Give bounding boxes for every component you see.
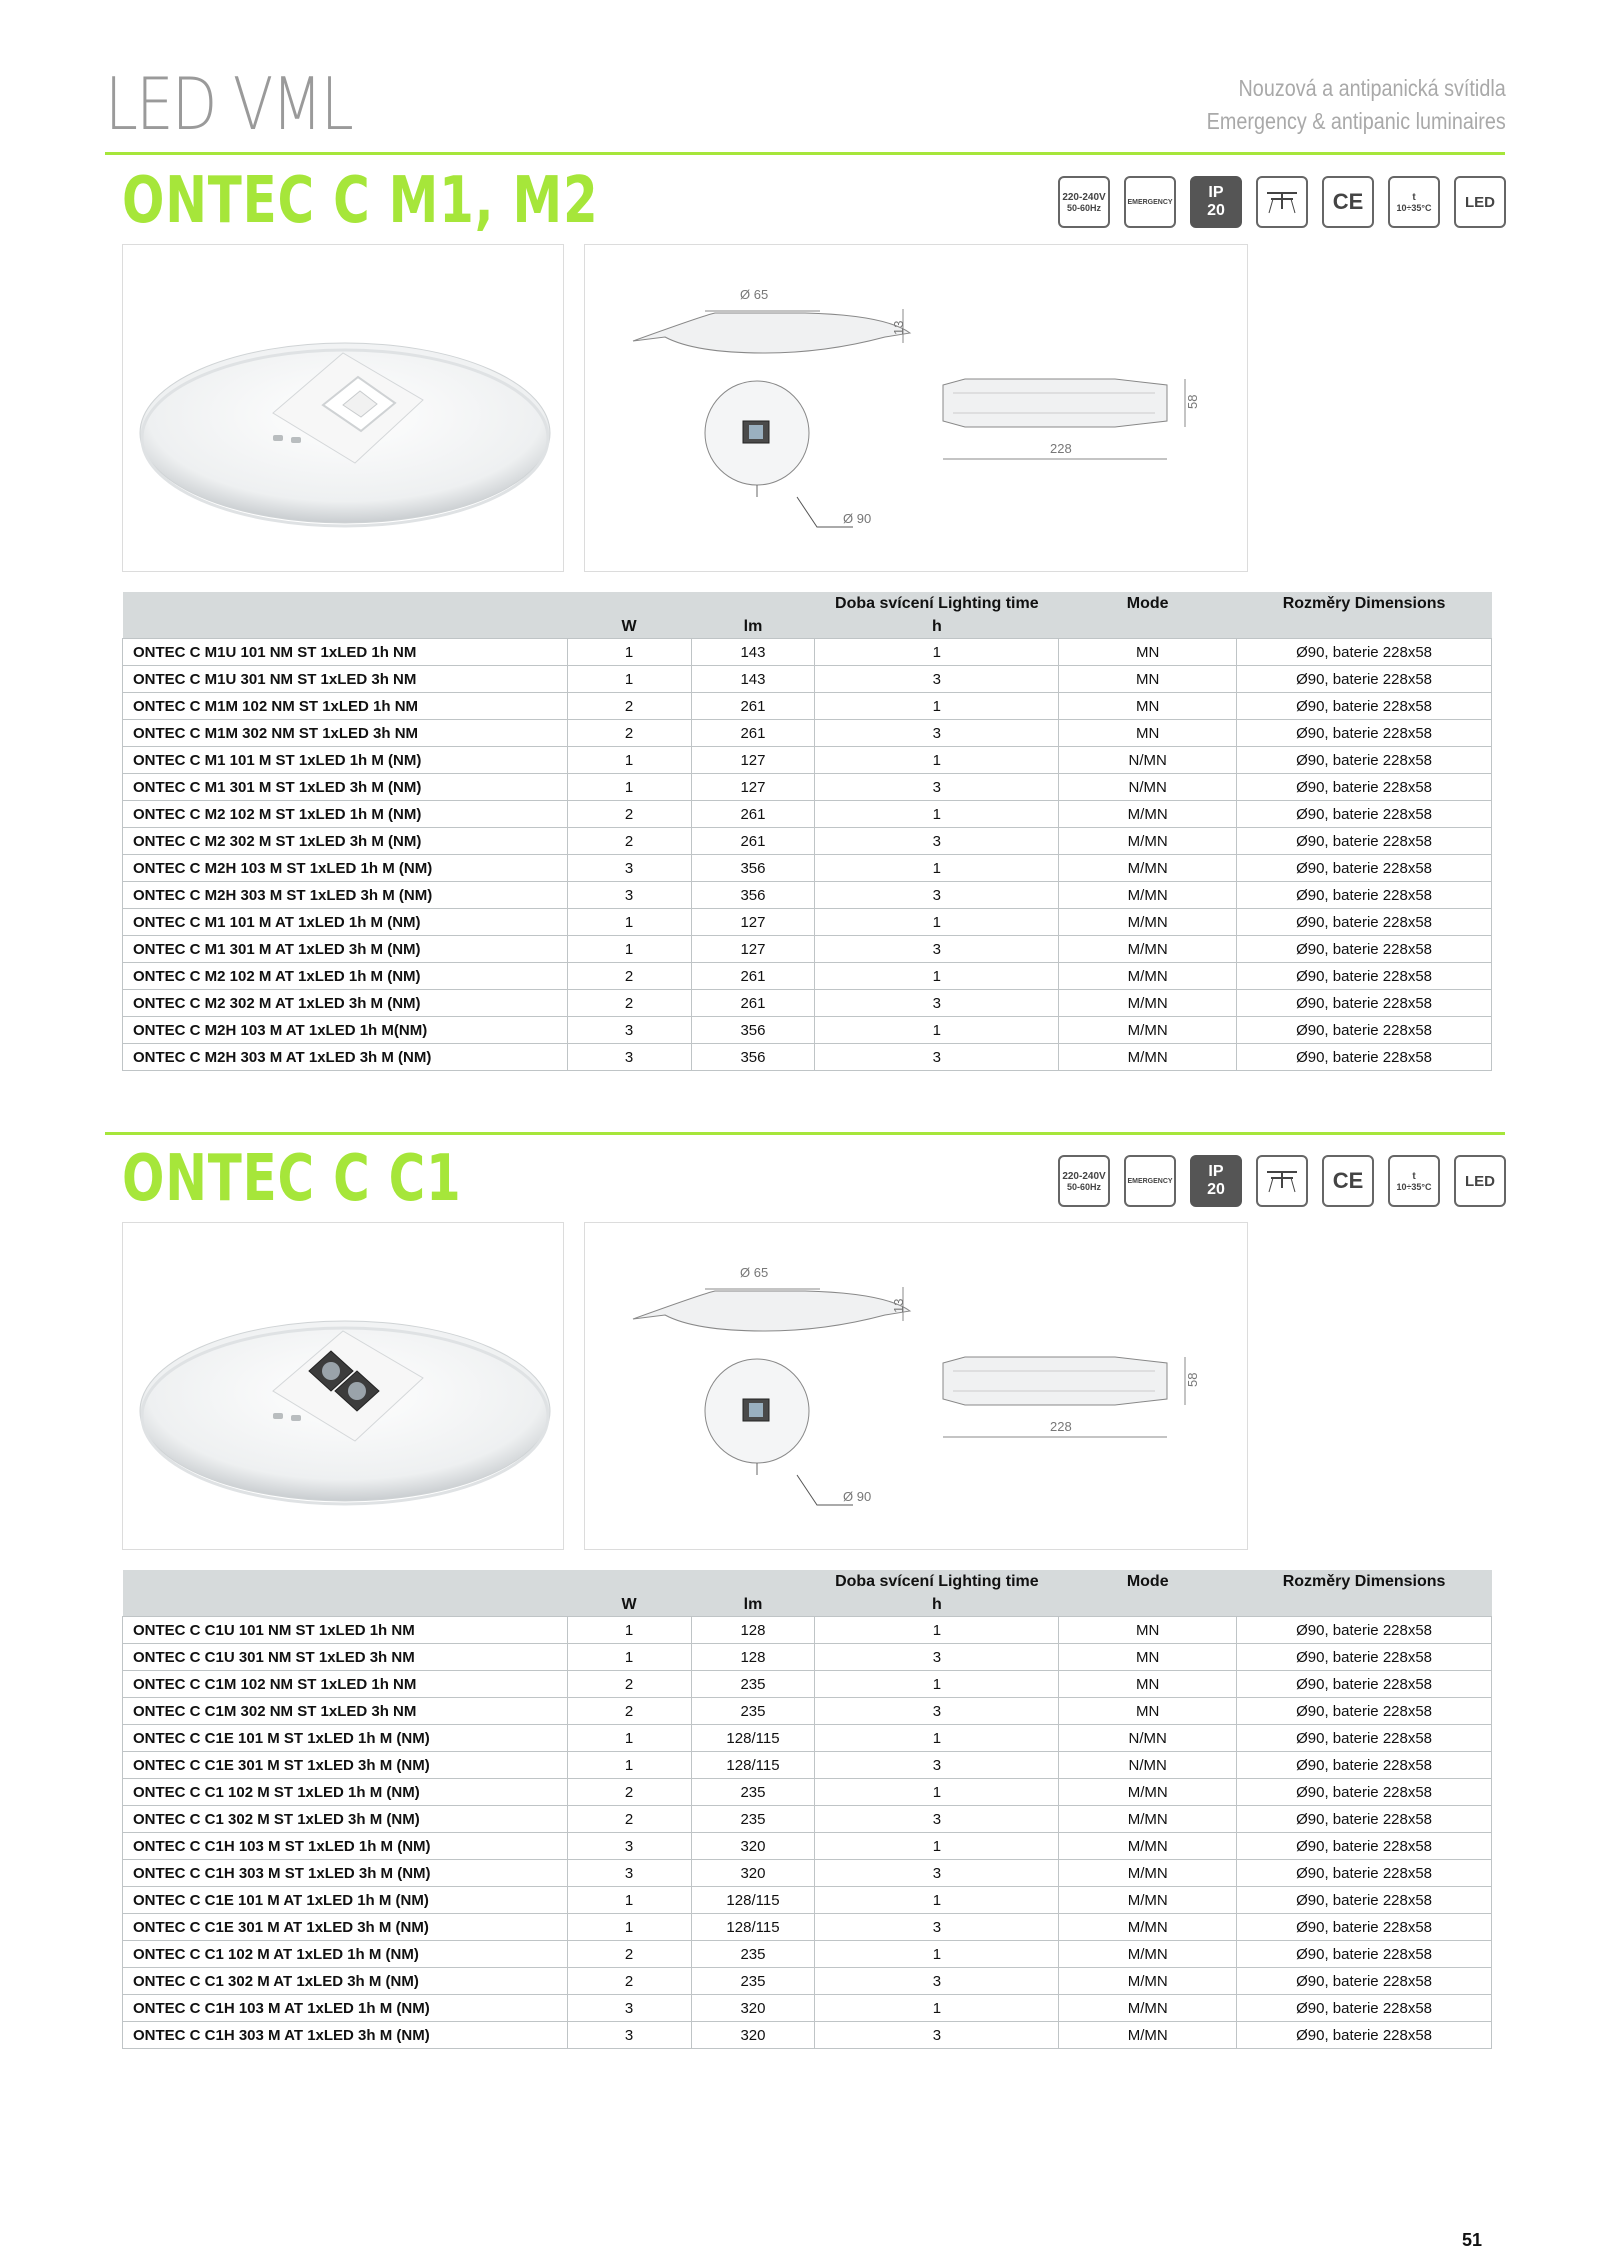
cell-lumens: 235: [691, 1806, 815, 1833]
cell-lumens: 261: [691, 693, 815, 720]
cell-mode: M/MN: [1059, 909, 1237, 936]
cell-product-name: ONTEC C C1H 303 M ST 1xLED 3h M (NM): [123, 1860, 568, 1887]
label-height13: 13: [891, 1298, 906, 1313]
cell-lighting-time: 3: [815, 1752, 1059, 1779]
table-row: [123, 828, 1492, 855]
label-length228: 228: [1050, 1419, 1072, 1434]
cell-mode: MN: [1059, 666, 1237, 693]
cell-lumens: 143: [691, 639, 815, 666]
cell-product-name: ONTEC C M1 301 M ST 1xLED 3h M (NM): [123, 774, 568, 801]
cell-watts: 1: [567, 936, 691, 963]
cell-dimensions: Ø90, baterie 228x58: [1237, 666, 1492, 693]
cell-product-name: ONTEC C M2 102 M ST 1xLED 1h M (NM): [123, 801, 568, 828]
cell-mode: M/MN: [1059, 882, 1237, 909]
cell-product-name: ONTEC C M1M 302 NM ST 1xLED 3h NM: [123, 720, 568, 747]
cell-product-name: ONTEC C M2 302 M AT 1xLED 3h M (NM): [123, 990, 568, 1017]
cell-mode: M/MN: [1059, 801, 1237, 828]
cell-mode: M/MN: [1059, 1860, 1237, 1887]
cell-mode: MN: [1059, 693, 1237, 720]
cell-dimensions: Ø90, baterie 228x58: [1237, 1914, 1492, 1941]
cell-watts: 3: [567, 1833, 691, 1860]
cell-lumens: 235: [691, 1968, 815, 1995]
col-header-time-unit: h: [815, 615, 1059, 639]
table-row: [123, 639, 1492, 666]
cell-lighting-time: 1: [815, 747, 1059, 774]
cell-mode: M/MN: [1059, 1806, 1237, 1833]
cell-lumens: 127: [691, 747, 815, 774]
cell-watts: 2: [567, 1671, 691, 1698]
table-header-row: [123, 592, 1492, 615]
cell-lighting-time: 3: [815, 666, 1059, 693]
table-row: [123, 882, 1492, 909]
cell-dimensions: Ø90, baterie 228x58: [1237, 774, 1492, 801]
cell-lumens: 128/115: [691, 1752, 815, 1779]
table-row: [123, 1725, 1492, 1752]
cell-mode: M/MN: [1059, 1017, 1237, 1044]
cell-dimensions: Ø90, baterie 228x58: [1237, 1044, 1492, 1071]
cell-lumens: 320: [691, 2022, 815, 2049]
cell-lighting-time: 3: [815, 774, 1059, 801]
cell-lighting-time: 1: [815, 855, 1059, 882]
cell-mode: N/MN: [1059, 774, 1237, 801]
ce-mark-icon: CE: [1322, 1155, 1374, 1207]
cell-mode: M/MN: [1059, 1779, 1237, 1806]
col-header-mode: Mode: [1126, 1573, 1169, 1590]
technical-drawing-c: [585, 1223, 1248, 1550]
table-row: [123, 1833, 1492, 1860]
label-diam65: Ø 65: [740, 287, 769, 302]
cell-watts: 2: [567, 1806, 691, 1833]
cell-mode: M/MN: [1059, 1941, 1237, 1968]
cell-product-name: ONTEC C C1H 103 M AT 1xLED 1h M (NM): [123, 1995, 568, 2022]
cell-dimensions: Ø90, baterie 228x58: [1237, 1698, 1492, 1725]
cell-lumens: 261: [691, 963, 815, 990]
cell-lumens: 356: [691, 855, 815, 882]
table-row: [123, 1806, 1492, 1833]
table-row: [123, 1995, 1492, 2022]
cell-lighting-time: 3: [815, 936, 1059, 963]
cell-lumens: 356: [691, 882, 815, 909]
table-row: [123, 1887, 1492, 1914]
cell-lumens: 261: [691, 828, 815, 855]
cell-product-name: ONTEC C C1E 301 M ST 1xLED 3h M (NM): [123, 1752, 568, 1779]
ceiling-mount-icon: [1256, 176, 1308, 228]
led-icon: LED: [1454, 176, 1506, 228]
cell-lumens: 128: [691, 1644, 815, 1671]
table-header-row: [123, 1570, 1492, 1593]
cell-dimensions: Ø90, baterie 228x58: [1237, 1968, 1492, 1995]
col-header-dimensions: Rozměry Dimensions: [1282, 595, 1446, 612]
cell-mode: M/MN: [1059, 855, 1237, 882]
cell-lighting-time: 3: [815, 1860, 1059, 1887]
cell-product-name: ONTEC C M1U 301 NM ST 1xLED 3h NM: [123, 666, 568, 693]
cell-mode: M/MN: [1059, 990, 1237, 1017]
cell-watts: 1: [567, 1887, 691, 1914]
cell-dimensions: Ø90, baterie 228x58: [1237, 828, 1492, 855]
section-divider: [105, 1132, 1505, 1135]
table-row: [123, 963, 1492, 990]
product-photo: [122, 244, 564, 572]
cell-lumens: 128/115: [691, 1887, 815, 1914]
col-header-mode: Mode: [1126, 595, 1169, 612]
cell-lumens: 320: [691, 1995, 815, 2022]
cell-dimensions: Ø90, baterie 228x58: [1237, 639, 1492, 666]
cell-lighting-time: 1: [815, 1017, 1059, 1044]
feature-icons: [1058, 176, 1506, 228]
label-diam65: Ø 65: [740, 1265, 769, 1280]
emergency-exit-icon: EMERGENCY: [1124, 1155, 1176, 1207]
cell-watts: 1: [567, 1752, 691, 1779]
spec-table: [122, 592, 1492, 1071]
cell-mode: M/MN: [1059, 1044, 1237, 1071]
ip20-icon: IP 20: [1190, 1155, 1242, 1207]
cell-dimensions: Ø90, baterie 228x58: [1237, 936, 1492, 963]
cell-dimensions: Ø90, baterie 228x58: [1237, 747, 1492, 774]
cell-watts: 1: [567, 909, 691, 936]
page-subtitle: [1207, 72, 1506, 138]
cell-watts: 2: [567, 1779, 691, 1806]
cell-lumens: 127: [691, 774, 815, 801]
spec-table: [122, 1570, 1492, 2049]
cell-product-name: ONTEC C C1H 303 M AT 1xLED 3h M (NM): [123, 2022, 568, 2049]
cell-dimensions: Ø90, baterie 228x58: [1237, 801, 1492, 828]
cell-dimensions: Ø90, baterie 228x58: [1237, 1725, 1492, 1752]
col-header-time: Doba svícení Lighting time: [835, 1573, 1039, 1590]
cell-product-name: ONTEC C C1 302 M ST 1xLED 3h M (NM): [123, 1806, 568, 1833]
col-header-time-unit: h: [815, 1593, 1059, 1617]
cell-dimensions: Ø90, baterie 228x58: [1237, 1860, 1492, 1887]
cell-watts: 2: [567, 990, 691, 1017]
cell-dimensions: Ø90, baterie 228x58: [1237, 1017, 1492, 1044]
cell-watts: 2: [567, 828, 691, 855]
cell-product-name: ONTEC C C1 302 M AT 1xLED 3h M (NM): [123, 1968, 568, 1995]
cell-watts: 3: [567, 1860, 691, 1887]
cell-watts: 3: [567, 2022, 691, 2049]
cell-mode: M/MN: [1059, 1914, 1237, 1941]
cell-mode: MN: [1059, 1617, 1237, 1644]
cell-lighting-time: 1: [815, 1671, 1059, 1698]
dimension-drawing: [584, 244, 1248, 572]
cell-lighting-time: 3: [815, 1044, 1059, 1071]
cell-mode: M/MN: [1059, 1833, 1237, 1860]
cell-lumens: 356: [691, 1044, 815, 1071]
table-row: [123, 936, 1492, 963]
cell-lumens: 320: [691, 1833, 815, 1860]
cell-product-name: ONTEC C M1 101 M ST 1xLED 1h M (NM): [123, 747, 568, 774]
cell-lighting-time: 3: [815, 2022, 1059, 2049]
cell-product-name: ONTEC C C1E 101 M AT 1xLED 1h M (NM): [123, 1887, 568, 1914]
cell-mode: N/MN: [1059, 1752, 1237, 1779]
cell-lighting-time: 3: [815, 828, 1059, 855]
cell-lighting-time: 1: [815, 1779, 1059, 1806]
section-title: ONTEC C M1, M2: [122, 164, 599, 238]
table-row: [123, 1752, 1492, 1779]
cell-dimensions: Ø90, baterie 228x58: [1237, 1887, 1492, 1914]
table-row: [123, 1017, 1492, 1044]
cell-mode: MN: [1059, 720, 1237, 747]
cell-lighting-time: 1: [815, 639, 1059, 666]
cell-watts: 2: [567, 963, 691, 990]
technical-drawing-m: [585, 245, 1248, 572]
ip20-icon: IP 20: [1190, 176, 1242, 228]
luminaire-photo-m: [123, 245, 564, 572]
cell-watts: 3: [567, 855, 691, 882]
cell-mode: MN: [1059, 1671, 1237, 1698]
cell-lighting-time: 1: [815, 1941, 1059, 1968]
cell-dimensions: Ø90, baterie 228x58: [1237, 882, 1492, 909]
label-diam90: Ø 90: [843, 1489, 872, 1504]
cell-lumens: 261: [691, 720, 815, 747]
cell-dimensions: Ø90, baterie 228x58: [1237, 693, 1492, 720]
cell-dimensions: Ø90, baterie 228x58: [1237, 1833, 1492, 1860]
cell-lighting-time: 1: [815, 963, 1059, 990]
cell-product-name: ONTEC C C1M 102 NM ST 1xLED 1h NM: [123, 1671, 568, 1698]
table-row: [123, 693, 1492, 720]
cell-watts: 3: [567, 1995, 691, 2022]
temperature-icon: t 10÷35°C: [1388, 1155, 1440, 1207]
cell-lumens: 128/115: [691, 1914, 815, 1941]
cell-watts: 2: [567, 801, 691, 828]
table-row: [123, 666, 1492, 693]
table-row: [123, 720, 1492, 747]
label-height13: 13: [891, 320, 906, 335]
cell-lumens: 127: [691, 936, 815, 963]
cell-lighting-time: 3: [815, 1698, 1059, 1725]
table-row: [123, 990, 1492, 1017]
cell-mode: M/MN: [1059, 1968, 1237, 1995]
cell-product-name: ONTEC C C1M 302 NM ST 1xLED 3h NM: [123, 1698, 568, 1725]
table-row: [123, 1617, 1492, 1644]
table-body: [123, 1617, 1492, 2049]
cell-product-name: ONTEC C M1M 102 NM ST 1xLED 1h NM: [123, 693, 568, 720]
cell-product-name: ONTEC C M2H 303 M AT 1xLED 3h M (NM): [123, 1044, 568, 1071]
cell-lighting-time: 1: [815, 1887, 1059, 1914]
cell-watts: 3: [567, 1044, 691, 1071]
voltage-icon: 220-240V 50-60Hz: [1058, 176, 1110, 228]
cell-dimensions: Ø90, baterie 228x58: [1237, 963, 1492, 990]
cell-lumens: 261: [691, 801, 815, 828]
cell-watts: 2: [567, 720, 691, 747]
header-divider: [105, 152, 1505, 155]
cell-watts: 1: [567, 666, 691, 693]
table-row: [123, 1860, 1492, 1887]
temperature-icon: t 10÷35°C: [1388, 176, 1440, 228]
cell-lumens: 320: [691, 1860, 815, 1887]
col-header-w: W: [567, 615, 691, 639]
emergency-exit-icon: EMERGENCY: [1124, 176, 1176, 228]
cell-mode: MN: [1059, 1644, 1237, 1671]
brand-title: LED VML: [105, 62, 353, 146]
subtitle-cz: Nouzová a antipanická svítidla: [1238, 75, 1506, 101]
cell-dimensions: Ø90, baterie 228x58: [1237, 720, 1492, 747]
cell-lighting-time: 1: [815, 1833, 1059, 1860]
cell-lighting-time: 1: [815, 1725, 1059, 1752]
cell-product-name: ONTEC C C1E 101 M ST 1xLED 1h M (NM): [123, 1725, 568, 1752]
cell-dimensions: Ø90, baterie 228x58: [1237, 990, 1492, 1017]
cell-watts: 2: [567, 1698, 691, 1725]
cell-watts: 1: [567, 1725, 691, 1752]
cell-watts: 1: [567, 774, 691, 801]
cell-mode: M/MN: [1059, 963, 1237, 990]
label-width58: 58: [1185, 394, 1200, 409]
cell-lumens: 261: [691, 990, 815, 1017]
cell-watts: 3: [567, 882, 691, 909]
cell-watts: 1: [567, 1914, 691, 1941]
cell-product-name: ONTEC C M2 102 M AT 1xLED 1h M (NM): [123, 963, 568, 990]
cell-dimensions: Ø90, baterie 228x58: [1237, 1995, 1492, 2022]
col-header-dimensions: Rozměry Dimensions: [1282, 1573, 1446, 1590]
cell-product-name: ONTEC C M1U 101 NM ST 1xLED 1h NM: [123, 639, 568, 666]
cell-mode: MN: [1059, 1698, 1237, 1725]
cell-lighting-time: 3: [815, 990, 1059, 1017]
table-row: [123, 801, 1492, 828]
cell-dimensions: Ø90, baterie 228x58: [1237, 2022, 1492, 2049]
led-icon: LED: [1454, 1155, 1506, 1207]
cell-dimensions: Ø90, baterie 228x58: [1237, 1779, 1492, 1806]
cell-mode: M/MN: [1059, 2022, 1237, 2049]
table-row: [123, 1671, 1492, 1698]
cell-watts: 2: [567, 1941, 691, 1968]
cell-lumens: 235: [691, 1698, 815, 1725]
table-row: [123, 1698, 1492, 1725]
cell-lumens: 128/115: [691, 1725, 815, 1752]
dimension-drawing: [584, 1222, 1248, 1550]
cell-mode: M/MN: [1059, 1887, 1237, 1914]
cell-product-name: ONTEC C C1 102 M AT 1xLED 1h M (NM): [123, 1941, 568, 1968]
page-number: 51: [1461, 2230, 1482, 2250]
cell-dimensions: Ø90, baterie 228x58: [1237, 1941, 1492, 1968]
cell-watts: 2: [567, 1968, 691, 1995]
ce-mark-icon: CE: [1322, 176, 1374, 228]
cell-dimensions: Ø90, baterie 228x58: [1237, 855, 1492, 882]
cell-lumens: 128: [691, 1617, 815, 1644]
voltage-icon: 220-240V 50-60Hz: [1058, 1155, 1110, 1207]
cell-product-name: ONTEC C C1U 301 NM ST 1xLED 3h NM: [123, 1644, 568, 1671]
section-title: ONTEC C C1: [122, 1142, 462, 1216]
cell-lighting-time: 3: [815, 1968, 1059, 1995]
cell-dimensions: Ø90, baterie 228x58: [1237, 909, 1492, 936]
cell-product-name: ONTEC C M2 302 M ST 1xLED 3h M (NM): [123, 828, 568, 855]
cell-mode: MN: [1059, 639, 1237, 666]
label-diam90: Ø 90: [843, 511, 872, 526]
cell-lighting-time: 3: [815, 1914, 1059, 1941]
cell-lighting-time: 1: [815, 1617, 1059, 1644]
table-row: [123, 1941, 1492, 1968]
cell-mode: N/MN: [1059, 747, 1237, 774]
product-photo: [122, 1222, 564, 1550]
cell-watts: 1: [567, 1617, 691, 1644]
luminaire-photo-c: [123, 1223, 564, 1550]
cell-product-name: ONTEC C C1 102 M ST 1xLED 1h M (NM): [123, 1779, 568, 1806]
cell-lighting-time: 3: [815, 1644, 1059, 1671]
col-header-w: W: [567, 1593, 691, 1617]
cell-mode: M/MN: [1059, 828, 1237, 855]
col-header-lm: lm: [691, 615, 815, 639]
table-row: [123, 1968, 1492, 1995]
cell-lighting-time: 3: [815, 720, 1059, 747]
cell-lumens: 356: [691, 1017, 815, 1044]
cell-dimensions: Ø90, baterie 228x58: [1237, 1752, 1492, 1779]
cell-product-name: ONTEC C M2H 103 M ST 1xLED 1h M (NM): [123, 855, 568, 882]
table-row: [123, 909, 1492, 936]
cell-product-name: ONTEC C C1H 103 M ST 1xLED 1h M (NM): [123, 1833, 568, 1860]
cell-lumens: 235: [691, 1779, 815, 1806]
table-unit-row: [123, 1593, 1492, 1617]
cell-lighting-time: 3: [815, 882, 1059, 909]
cell-lumens: 127: [691, 909, 815, 936]
table-body: [123, 639, 1492, 1071]
label-length228: 228: [1050, 441, 1072, 456]
table-row: [123, 747, 1492, 774]
cell-product-name: ONTEC C C1U 101 NM ST 1xLED 1h NM: [123, 1617, 568, 1644]
label-width58: 58: [1185, 1372, 1200, 1387]
table-row: [123, 1644, 1492, 1671]
table-row: [123, 774, 1492, 801]
cell-mode: M/MN: [1059, 936, 1237, 963]
cell-mode: M/MN: [1059, 1995, 1237, 2022]
table-row: [123, 1914, 1492, 1941]
cell-product-name: ONTEC C M1 301 M AT 1xLED 3h M (NM): [123, 936, 568, 963]
cell-watts: 1: [567, 639, 691, 666]
ceiling-mount-icon: [1256, 1155, 1308, 1207]
cell-lighting-time: 3: [815, 1806, 1059, 1833]
table-unit-row: [123, 615, 1492, 639]
cell-lighting-time: 1: [815, 801, 1059, 828]
cell-dimensions: Ø90, baterie 228x58: [1237, 1617, 1492, 1644]
cell-lumens: 143: [691, 666, 815, 693]
cell-lighting-time: 1: [815, 693, 1059, 720]
subtitle-en: Emergency & antipanic luminaires: [1206, 108, 1506, 134]
cell-lumens: 235: [691, 1941, 815, 1968]
feature-icons: [1058, 1155, 1506, 1207]
col-header-time: Doba svícení Lighting time: [835, 595, 1039, 612]
cell-product-name: ONTEC C M2H 103 M AT 1xLED 1h M(NM): [123, 1017, 568, 1044]
cell-product-name: ONTEC C C1E 301 M AT 1xLED 3h M (NM): [123, 1914, 568, 1941]
cell-watts: 1: [567, 747, 691, 774]
cell-product-name: ONTEC C M2H 303 M ST 1xLED 3h M (NM): [123, 882, 568, 909]
cell-dimensions: Ø90, baterie 228x58: [1237, 1806, 1492, 1833]
cell-lighting-time: 1: [815, 1995, 1059, 2022]
table-row: [123, 1779, 1492, 1806]
cell-watts: 2: [567, 693, 691, 720]
table-row: [123, 1044, 1492, 1071]
col-header-lm: lm: [691, 1593, 815, 1617]
cell-lumens: 235: [691, 1671, 815, 1698]
cell-dimensions: Ø90, baterie 228x58: [1237, 1644, 1492, 1671]
cell-mode: N/MN: [1059, 1725, 1237, 1752]
cell-lighting-time: 1: [815, 909, 1059, 936]
cell-product-name: ONTEC C M1 101 M AT 1xLED 1h M (NM): [123, 909, 568, 936]
cell-dimensions: Ø90, baterie 228x58: [1237, 1671, 1492, 1698]
table-row: [123, 2022, 1492, 2049]
cell-watts: 3: [567, 1017, 691, 1044]
cell-watts: 1: [567, 1644, 691, 1671]
table-row: [123, 855, 1492, 882]
